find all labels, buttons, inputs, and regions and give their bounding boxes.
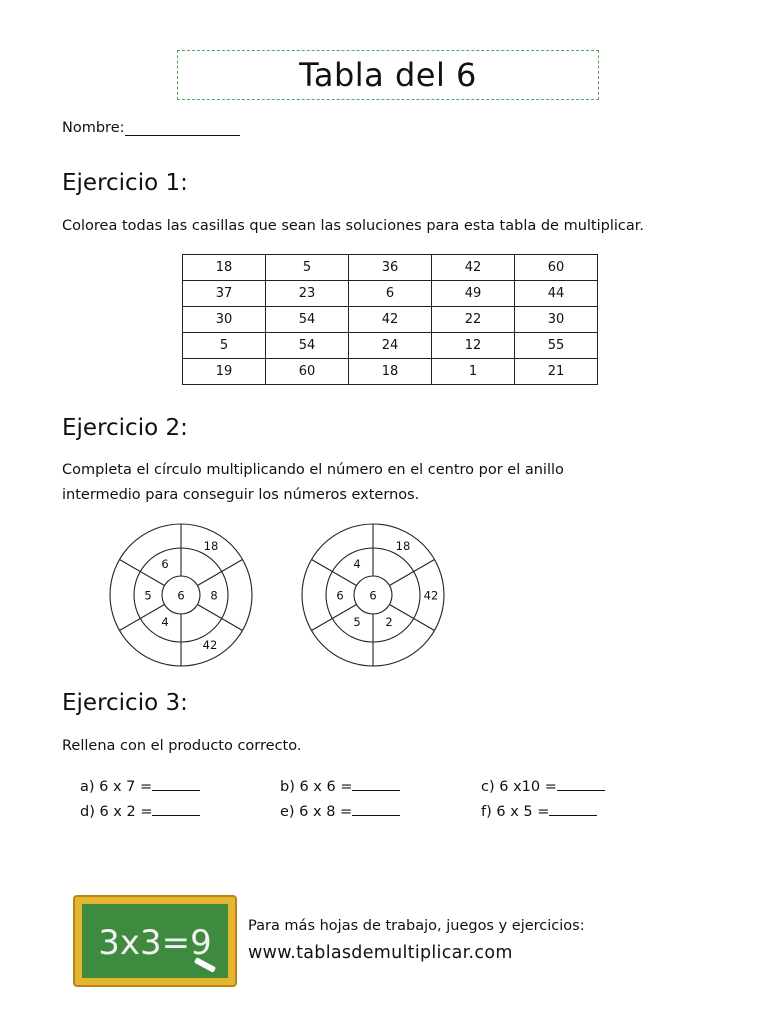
answer-blank[interactable] xyxy=(152,802,200,816)
name-blank-line[interactable] xyxy=(125,121,240,136)
logo-equation-text: 3x3=9 xyxy=(98,923,212,963)
wheel-inner-number: 2 xyxy=(385,615,393,629)
exercise2-instruction-line1: Completa el círculo multiplicando el número en el centro por el anillo xyxy=(62,462,564,478)
grid-cell[interactable]: 24 xyxy=(349,333,432,359)
wheel-inner-number: 6 xyxy=(336,588,344,603)
grid-cell[interactable]: 60 xyxy=(515,255,598,281)
table-row xyxy=(183,255,598,281)
grid-cell[interactable]: 37 xyxy=(183,281,266,307)
exercise2-heading: Ejercicio 2: xyxy=(62,415,188,441)
grid-cell[interactable]: 54 xyxy=(266,333,349,359)
grid-cell[interactable]: 30 xyxy=(183,307,266,333)
wheel-outer-number: 18 xyxy=(203,539,219,553)
exercise2-instruction xyxy=(62,458,564,508)
chalkboard-logo xyxy=(72,894,238,992)
wheel-center-number: 6 xyxy=(369,588,377,603)
answer-blank[interactable] xyxy=(152,777,200,791)
problem-label: f) 6 x 5 = xyxy=(481,804,550,820)
exercise3-instruction: Rellena con el producto correcto. xyxy=(62,738,302,754)
name-field[interactable] xyxy=(62,120,240,136)
footer-text: Para más hojas de trabajo, juegos y ejercicios: xyxy=(248,918,585,934)
table-row xyxy=(183,281,598,307)
grid-cell[interactable]: 30 xyxy=(515,307,598,333)
grid-cell[interactable]: 5 xyxy=(183,333,266,359)
grid-cell[interactable]: 21 xyxy=(515,359,598,385)
wheel-outer-number: 42 xyxy=(423,588,439,603)
wheel-inner-number: 8 xyxy=(210,588,218,603)
grid-cell[interactable]: 22 xyxy=(432,307,515,333)
wheel-inner-number: 4 xyxy=(353,557,361,571)
exercise3-item-b xyxy=(280,777,400,795)
exercise2-instruction-line2: intermedio para conseguir los números externos. xyxy=(62,487,420,503)
name-label: Nombre: xyxy=(62,120,125,136)
problem-label: b) 6 x 6 = xyxy=(280,779,353,795)
exercise3-heading: Ejercicio 3: xyxy=(62,690,188,716)
answer-blank[interactable] xyxy=(549,802,597,816)
answer-blank[interactable] xyxy=(557,777,605,791)
wheel-inner-number: 5 xyxy=(353,615,361,629)
wheel-inner-number: 4 xyxy=(161,615,169,629)
answer-blank[interactable] xyxy=(352,802,400,816)
grid-cell[interactable]: 6 xyxy=(349,281,432,307)
exercise3-item-e xyxy=(280,802,400,820)
table-row xyxy=(183,333,598,359)
grid-cell[interactable]: 60 xyxy=(266,359,349,385)
footer-url[interactable]: www.tablasdemultiplicar.com xyxy=(248,943,513,963)
grid-cell[interactable]: 18 xyxy=(349,359,432,385)
wheel-center-number: 6 xyxy=(177,588,185,603)
wheel-outer-number: 42 xyxy=(202,638,218,652)
grid-cell[interactable]: 49 xyxy=(432,281,515,307)
problem-label: d) 6 x 2 = xyxy=(80,804,153,820)
grid-cell[interactable]: 19 xyxy=(183,359,266,385)
exercise3-item-c xyxy=(481,777,605,795)
multiplication-wheel-2 xyxy=(300,522,446,672)
exercise1-heading: Ejercicio 1: xyxy=(62,170,188,196)
grid-cell[interactable]: 12 xyxy=(432,333,515,359)
exercise3-item-f xyxy=(481,802,597,820)
grid-cell[interactable]: 54 xyxy=(266,307,349,333)
wheel-outer-number: 18 xyxy=(395,539,411,553)
page-title: Tabla del 6 xyxy=(299,56,477,94)
wheel-blank-sector[interactable] xyxy=(181,548,222,586)
title-box xyxy=(177,50,599,100)
grid-cell[interactable]: 1 xyxy=(432,359,515,385)
answer-blank[interactable] xyxy=(352,777,400,791)
table-row xyxy=(183,359,598,385)
problem-label: e) 6 x 8 = xyxy=(280,804,353,820)
grid-cell[interactable]: 55 xyxy=(515,333,598,359)
grid-cell[interactable]: 18 xyxy=(183,255,266,281)
problem-label: a) 6 x 7 = xyxy=(80,779,153,795)
problem-label: c) 6 x10 = xyxy=(481,779,557,795)
exercise3-item-a xyxy=(80,777,200,795)
exercise1-instruction: Colorea todas las casillas que sean las soluciones para esta tabla de multiplicar. xyxy=(62,218,644,234)
table-row xyxy=(183,307,598,333)
grid-cell[interactable]: 23 xyxy=(266,281,349,307)
grid-cell[interactable]: 42 xyxy=(349,307,432,333)
exercise3-item-d xyxy=(80,802,200,820)
wheel-inner-number: 6 xyxy=(161,557,169,571)
grid-cell[interactable]: 42 xyxy=(432,255,515,281)
grid-cell[interactable]: 36 xyxy=(349,255,432,281)
exercise1-grid xyxy=(182,254,598,385)
multiplication-wheel-1 xyxy=(108,522,254,672)
grid-cell[interactable]: 5 xyxy=(266,255,349,281)
grid-cell[interactable]: 44 xyxy=(515,281,598,307)
wheel-inner-number: 5 xyxy=(144,588,152,603)
